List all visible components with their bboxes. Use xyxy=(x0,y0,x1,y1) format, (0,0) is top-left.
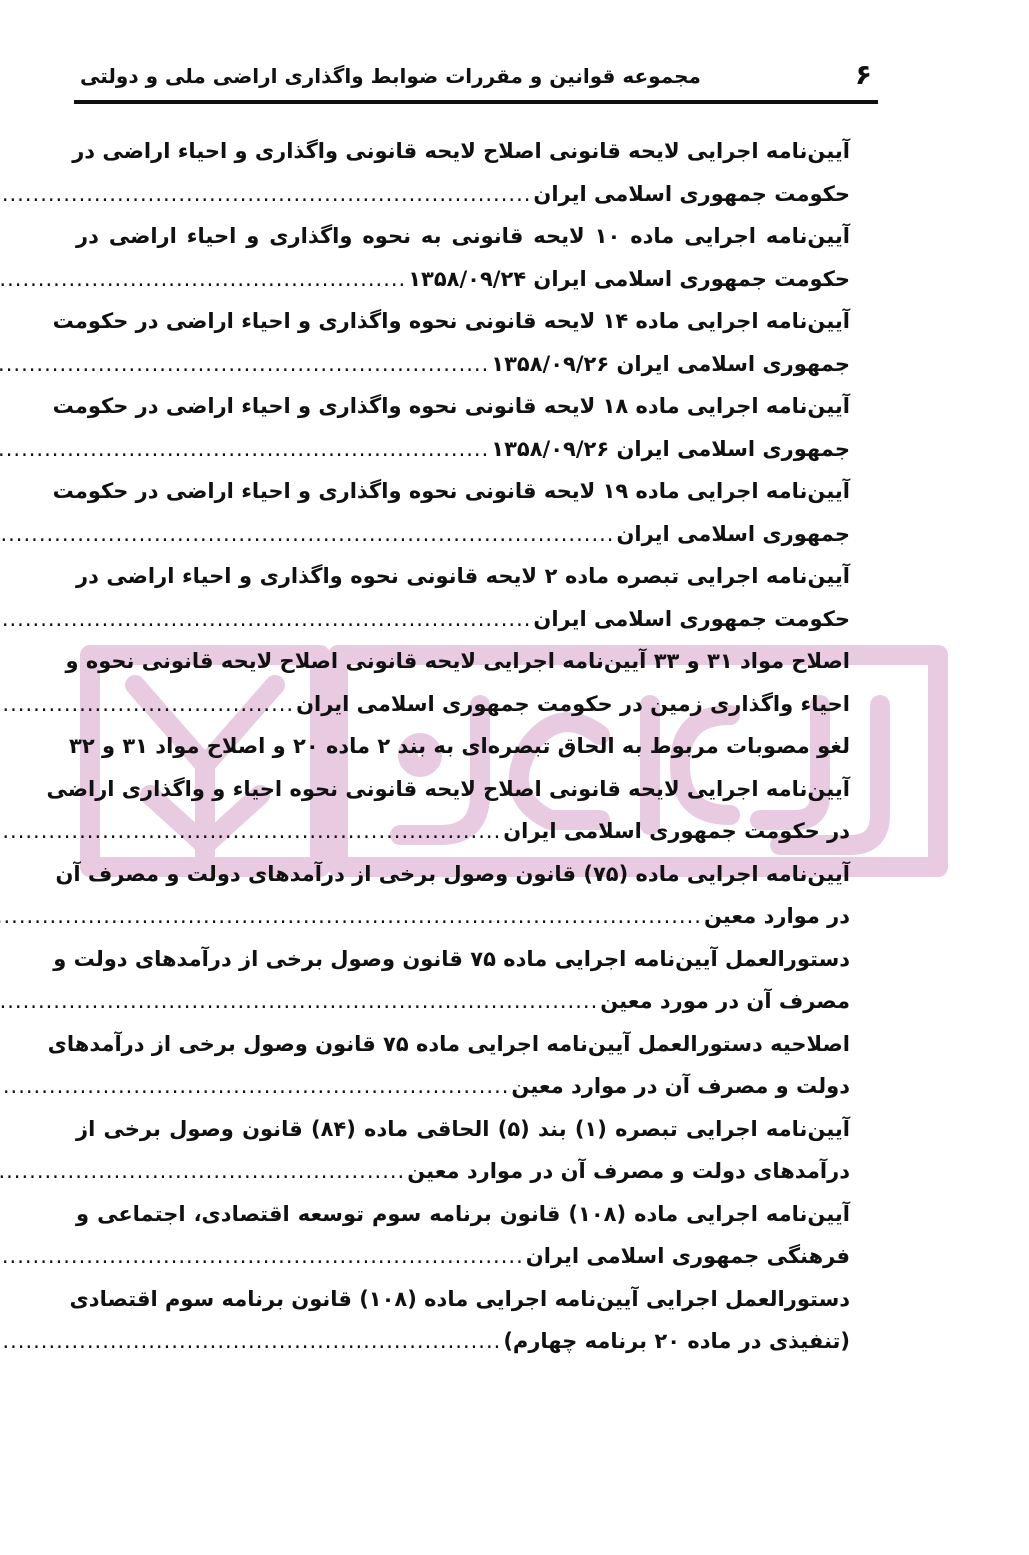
dot-leader xyxy=(0,1065,509,1108)
dot-leader xyxy=(0,173,531,216)
toc-entry-last-line xyxy=(76,173,850,216)
toc-entry-last-line xyxy=(76,513,850,556)
running-title: مجموعه قوانین و مقررات ضوابط واگذاری اراضی ملی و دولتی xyxy=(80,64,701,88)
toc-entry-last-line xyxy=(76,810,850,853)
toc-entry-last-line xyxy=(76,895,850,938)
toc-entry-line: فرهنگی جمهوری اسلامی ایران xyxy=(525,1244,850,1268)
dot-leader xyxy=(0,810,501,853)
toc-entry-line: لغو مصوبات مربوط به الحاق تبصره‌ای به بند ۲ ماده ۲۰ و اصلاح مواد ۳۱ و ۳۲ xyxy=(69,734,850,758)
toc-entry[interactable] xyxy=(76,1108,850,1193)
toc-entry[interactable] xyxy=(72,130,850,215)
toc-entry[interactable] xyxy=(69,1278,850,1363)
toc-entry-last-line xyxy=(76,428,850,471)
toc-entry[interactable] xyxy=(76,1193,850,1278)
toc-entry-line: آیین‌نامه اجرایی ماده (۱۰۸) قانون برنامه سوم توسعه اقتصادی، اجتماعی و xyxy=(76,1201,850,1226)
dot-leader xyxy=(0,980,598,1023)
toc-entry-line: اصلاحیه دستورالعمل آیین‌نامه اجرایی ماده ۷۵ قانون وصول برخی از درآمدهای xyxy=(47,1031,850,1056)
table-of-contents xyxy=(46,130,850,1363)
toc-entry-line: درآمدهای دولت و مصرف آن در موارد معین xyxy=(407,1159,850,1183)
toc-entry-last-line xyxy=(76,1320,850,1363)
dot-leader xyxy=(0,683,294,726)
toc-entry-last-line xyxy=(76,980,850,1023)
page-number: ۶ xyxy=(854,58,872,91)
toc-entry-last-line xyxy=(76,343,850,386)
toc-entry-line: دستورالعمل اجرایی آیین‌نامه اجرایی ماده (۱۰۸) قانون برنامه سوم اقتصادی xyxy=(69,1286,850,1311)
toc-entry-last-line xyxy=(76,258,850,301)
toc-entry-line: آیین‌نامه اجرایی تبصره ماده ۲ لایحه قانونی نحوه واگذاری و احیاء اراضی در xyxy=(76,564,850,588)
dot-leader xyxy=(0,258,406,301)
dot-leader xyxy=(0,513,614,556)
toc-entry-line: دستورالعمل آیین‌نامه اجرایی ماده ۷۵ قانون وصول برخی از درآمدهای دولت و xyxy=(53,946,850,971)
toc-entry-line: در موارد معین xyxy=(703,904,850,928)
toc-entry[interactable] xyxy=(52,385,850,470)
toc-entry-line: آیین‌نامه اجرایی ماده ۱۰ لایحه قانونی به نحوه واگذاری و احیاء اراضی در xyxy=(76,224,850,248)
toc-entry[interactable] xyxy=(46,725,850,853)
toc-entry-line: آیین‌نامه اجرایی تبصره (۱) بند (۵) الحاقی ماده (۸۴) قانون وصول برخی از xyxy=(76,1116,850,1141)
toc-entry-line: آیین‌نامه اجرایی لایحه قانونی اصلاح لایحه قانونی نحوه احیاء و واگذاری اراضی xyxy=(46,776,850,801)
toc-entry[interactable] xyxy=(52,470,850,555)
toc-entry-line: جمهوری اسلامی ایران ۱۳۵۸/۰۹/۲۶ xyxy=(491,436,850,461)
toc-entry-line: اصلاح مواد ۳۱ و ۳۳ آیین‌نامه اجرایی لایحه قانونی اصلاح لایحه قانونی نحوه و xyxy=(65,649,850,673)
toc-entry[interactable] xyxy=(52,300,850,385)
toc-entry[interactable] xyxy=(47,1023,850,1108)
dot-leader xyxy=(0,598,531,641)
toc-entry-last-line xyxy=(76,683,850,726)
toc-entry[interactable] xyxy=(53,938,850,1023)
toc-entry-last-line xyxy=(76,1065,850,1108)
toc-entry-last-line xyxy=(76,1150,850,1193)
toc-entry-line: آیین‌نامه اجرایی لایحه قانونی اصلاح لایحه قانونی واگذاری و احیاء اراضی در xyxy=(72,139,850,163)
toc-entry[interactable] xyxy=(76,555,850,640)
dot-leader xyxy=(0,895,702,938)
toc-entry-line: آیین‌نامه اجرایی ماده ۱۸ لایحه قانونی نحوه واگذاری و احیاء اراضی در حکومت xyxy=(52,394,850,418)
toc-entry-line: آیین‌نامه اجرایی ماده ۱۴ لایحه قانونی نحوه واگذاری و احیاء اراضی در حکومت xyxy=(52,309,850,333)
toc-entry-line: حکومت جمهوری اسلامی ایران xyxy=(533,606,850,631)
toc-entry-line: در حکومت جمهوری اسلامی ایران xyxy=(503,819,850,843)
dot-leader xyxy=(0,428,489,471)
toc-entry-line: حکومت جمهوری اسلامی ایران xyxy=(533,181,850,206)
dot-leader xyxy=(0,343,489,386)
toc-entry[interactable] xyxy=(76,215,850,300)
toc-entry-last-line xyxy=(76,1235,850,1278)
toc-entry-line: مصرف آن در مورد معین xyxy=(600,989,850,1013)
toc-entry-last-line xyxy=(76,598,850,641)
header-rule xyxy=(74,100,878,104)
dot-leader xyxy=(0,1235,524,1278)
toc-entry-line: آیین‌نامه اجرایی ماده (۷۵) قانون وصول برخی از درآمدهای دولت و مصرف آن xyxy=(55,861,850,886)
toc-entry-line: آیین‌نامه اجرایی ماده ۱۹ لایحه قانونی نحوه واگذاری و احیاء اراضی در حکومت xyxy=(52,479,850,503)
toc-entry-line: حکومت جمهوری اسلامی ایران ۱۳۵۸/۰۹/۲۴ xyxy=(408,266,850,291)
toc-entry[interactable] xyxy=(55,853,850,938)
toc-entry-line: احیاء واگذاری زمین در حکومت جمهوری اسلامی ایران xyxy=(296,691,850,716)
toc-entry-line: جمهوری اسلامی ایران ۱۳۵۸/۰۹/۲۶ xyxy=(491,351,850,376)
toc-entry-line: دولت و مصرف آن در موارد معین xyxy=(511,1074,850,1098)
toc-entry-line: (تنفیذی در ماده ۲۰ برنامه چهارم) xyxy=(503,1329,850,1353)
page-header xyxy=(74,56,878,102)
toc-entry[interactable] xyxy=(65,640,850,725)
dot-leader xyxy=(0,1320,501,1363)
toc-entry-line: جمهوری اسلامی ایران xyxy=(616,521,850,546)
dot-leader xyxy=(0,1150,405,1193)
